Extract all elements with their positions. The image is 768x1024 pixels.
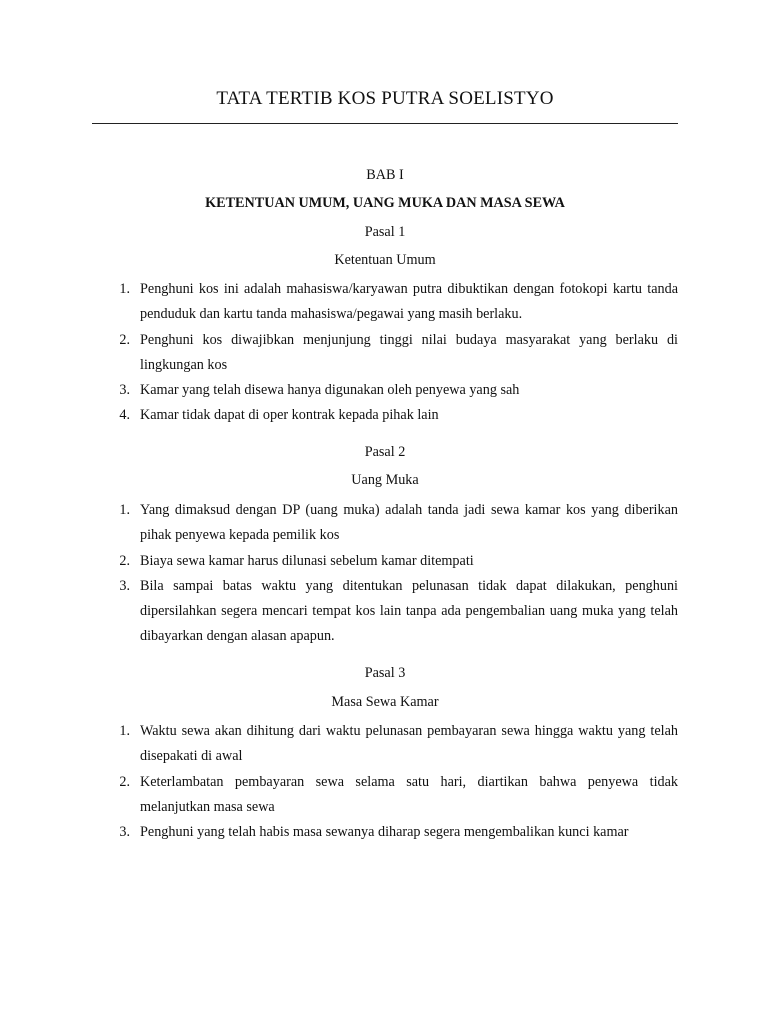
list-item xyxy=(92,574,678,650)
list-number: 3. xyxy=(119,382,130,399)
list-number: 3. xyxy=(119,824,130,841)
list-text: Yang dimaksud dengan DP (uang muka) adalah tanda jadi sewa kamar kos yang diberikan pihak penyewa kepada pemilik kos xyxy=(140,502,678,544)
pasal-3-label: Pasal 3 xyxy=(364,665,406,681)
list-item xyxy=(92,770,678,821)
list-text: Keterlambatan pembayaran sewa selama satu hari, diartikan bahwa penyewa tidak melanjutkan masa sewa xyxy=(140,773,678,815)
list-number: 1. xyxy=(119,502,130,518)
chapter-title: KETENTUAN UMUM, UANG MUKA DAN MASA SEWA xyxy=(205,195,565,211)
bab-label: BAB I xyxy=(366,167,404,183)
list-item xyxy=(92,498,678,549)
list-item xyxy=(92,277,678,328)
title-divider xyxy=(92,123,678,124)
list-text: Waktu sewa akan dihitung dari waktu pelunasan pembayaran sewa hingga waktu yang telah disepakati di awal xyxy=(140,723,678,765)
list-text: Penghuni kos diwajibkan menjunjung tinggi nilai budaya masyarakat yang berlaku di lingkungan kos xyxy=(140,331,678,373)
list-text: Kamar tidak dapat di oper kontrak kepada pihak lain xyxy=(140,407,439,424)
pasal-3-list xyxy=(92,719,678,845)
list-text: Bila sampai batas waktu yang ditentukan pelunasan tidak dapat dilakukan, penghuni dipersilahkan segera mencari tempat kos lain tanpa ada pengembalian uang muka yang telah dibayarkan dengan alasan apapun. xyxy=(140,577,678,645)
pasal-2-heading: Uang Muka xyxy=(351,472,419,488)
list-number: 1. xyxy=(119,281,130,297)
list-text: Biaya sewa kamar harus dilunasi sebelum kamar ditempati xyxy=(140,552,474,569)
list-text: Penghuni yang telah habis masa sewanya diharap segera mengembalikan kunci kamar xyxy=(140,824,629,841)
list-item xyxy=(92,549,678,574)
pasal-2-label: Pasal 2 xyxy=(364,444,406,460)
document-title: TATA TERTIB KOS PUTRA SOELISTYO xyxy=(216,88,554,109)
list-item xyxy=(92,719,678,770)
list-text: Kamar yang telah disewa hanya digunakan oleh penyewa yang sah xyxy=(140,382,520,399)
pasal-1-list xyxy=(92,277,678,429)
list-number: 2. xyxy=(119,552,130,569)
pasal-3-heading: Masa Sewa Kamar xyxy=(331,694,439,710)
pasal-1-label: Pasal 1 xyxy=(364,224,406,240)
list-number: 1. xyxy=(119,723,130,739)
list-text: Penghuni kos ini adalah mahasiswa/karyawan putra dibuktikan dengan fotokopi kartu tanda penduduk dan kartu tanda mahasiswa/pegawai yang masih berlaku. xyxy=(140,281,678,323)
list-item xyxy=(92,378,678,403)
list-number: 3. xyxy=(119,577,130,594)
list-number: 4. xyxy=(119,407,130,424)
pasal-1-heading: Ketentuan Umum xyxy=(334,252,436,268)
list-item xyxy=(92,328,678,379)
pasal-2-list xyxy=(92,498,678,650)
list-item xyxy=(92,820,678,845)
list-number: 2. xyxy=(119,331,130,348)
list-item xyxy=(92,403,678,428)
list-number: 2. xyxy=(119,773,130,790)
